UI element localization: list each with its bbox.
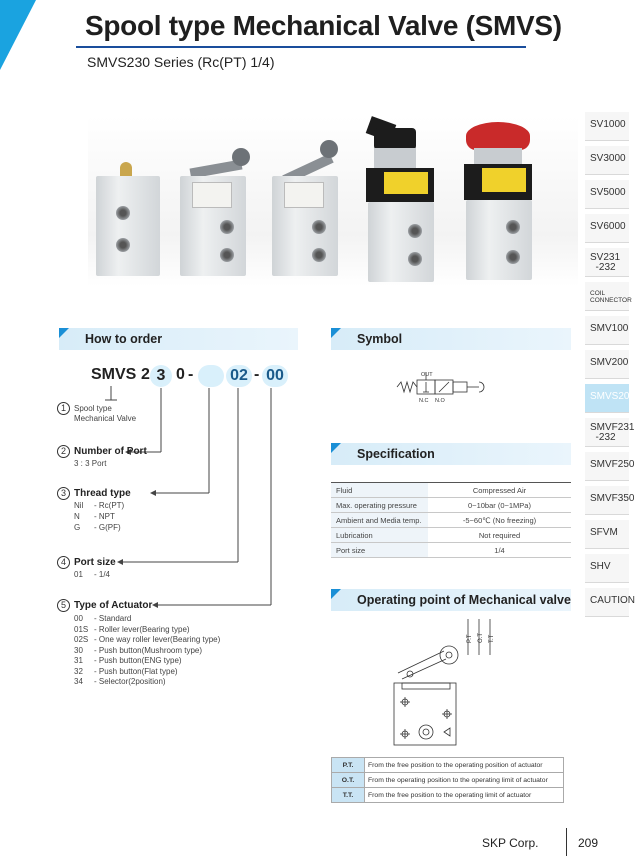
symbol-nc-label: N.C <box>419 398 429 404</box>
operating-legend-table <box>331 757 564 803</box>
operating-point-heading: Operating point of Mechanical valve <box>357 593 571 607</box>
mark-pt: P.T <box>467 634 473 643</box>
actuator-row: 34 - Selector(2position) <box>74 677 166 686</box>
table-row: Port size 1/4 <box>331 543 571 558</box>
side-tab-sv231[interactable]: SV231 -232 <box>585 248 629 277</box>
page-number: 209 <box>578 836 599 850</box>
table-row: P.T. From the free position to the operating position of actuator <box>332 758 564 773</box>
table-row: O.T. From the operating position to the operating limit of actuator <box>332 773 564 788</box>
side-tab-coil-connector[interactable]: COIL CONNECTOR <box>585 282 629 311</box>
order-code-digit2: 3 <box>150 365 172 387</box>
symbol-out-label: OUT <box>421 372 433 378</box>
side-tab-shv[interactable]: SHV <box>585 554 629 583</box>
actuator-row: 02S - One way roller lever(Bearing type) <box>74 635 221 644</box>
option-2-line: 3 : 3 Port <box>74 459 107 468</box>
operating-point-header <box>331 589 571 611</box>
side-tab-sv6000[interactable]: SV6000 <box>585 214 629 243</box>
side-tab-sv1000[interactable]: SV1000 <box>585 112 629 141</box>
order-code-actuator: 00 <box>262 365 288 387</box>
table-row: Fluid Compressed Air <box>331 483 571 498</box>
order-code-dash2: - <box>254 366 260 383</box>
page-title: Spool type Mechanical Valve (SMVS) <box>85 10 562 41</box>
side-tab-smvf231[interactable]: SMVF231 -232 <box>585 418 629 447</box>
side-tab-smvs200[interactable]: SMVS200 <box>585 384 629 413</box>
option-number-3: 3 <box>57 487 70 500</box>
actuator-row: 32 - Push button(Flat type) <box>74 667 178 676</box>
order-code-digit3: 0 <box>176 366 185 383</box>
symbol-no-label: N.O <box>435 398 445 404</box>
order-code-size: 02 <box>226 365 252 387</box>
table-row: Ambient and Media temp. -5~60℃ (No freezing) <box>331 513 571 528</box>
option-1-title: Spool type <box>74 404 112 413</box>
option-3-title: Thread type <box>74 488 131 499</box>
side-tab-sv5000[interactable]: SV5000 <box>585 180 629 209</box>
table-row: Max. operating pressure 0~10bar (0~1MPa) <box>331 498 571 513</box>
option-4-title: Port size <box>74 557 116 568</box>
table-row: T.T. From the free position to the operating limit of actuator <box>332 788 564 803</box>
thread-row: G - G(PF) <box>74 523 121 532</box>
actuator-row: 31 - Push button(ENG type) <box>74 656 182 665</box>
option-number-2: 2 <box>57 445 70 458</box>
option-number-1: 1 <box>57 402 70 415</box>
symbol-heading: Symbol <box>357 332 403 346</box>
option-number-5: 5 <box>57 599 70 612</box>
specification-table <box>331 482 571 558</box>
side-tab-caution[interactable]: CAUTION <box>585 588 629 617</box>
side-tab-sfvm[interactable]: SFVM <box>585 520 629 549</box>
section-triangle-icon <box>331 328 341 338</box>
port-size-row: 01 - 1/4 <box>74 570 111 579</box>
mark-ot: O.T <box>478 633 484 643</box>
footer-divider <box>566 828 567 856</box>
operating-point-diagram <box>380 615 500 750</box>
order-code-dash1: - <box>188 366 194 383</box>
symbol-header <box>331 328 571 350</box>
actuator-row: 01S - Roller lever(Bearing type) <box>74 625 190 634</box>
side-tab-smv100[interactable]: SMV100 <box>585 316 629 345</box>
specification-header <box>331 443 571 465</box>
section-triangle-icon <box>331 589 341 599</box>
option-5-title: Type of Actuator <box>74 600 153 611</box>
specification-heading: Specification <box>357 447 435 461</box>
how-to-order-heading: How to order <box>85 332 163 346</box>
section-triangle-icon <box>331 443 341 453</box>
thread-row: Nil - Rc(PT) <box>74 501 125 510</box>
option-1-line: Mechanical Valve <box>74 414 137 423</box>
actuator-row: 30 - Push button(Mushroom type) <box>74 646 203 655</box>
side-tab-smvf250[interactable]: SMVF250 <box>585 452 629 481</box>
mark-tt: T.T <box>489 634 495 643</box>
thread-row: N - NPT <box>74 512 115 521</box>
option-number-4: 4 <box>57 556 70 569</box>
footer-company: SKP Corp. <box>482 836 539 850</box>
actuator-row: 00 - Standard <box>74 614 132 623</box>
side-tab-smvf350[interactable]: SMVF350 <box>585 486 629 515</box>
side-tab-smv200[interactable]: SMV200 <box>585 350 629 379</box>
valve-symbol <box>395 368 495 408</box>
order-code-prefix: SMVS <box>91 366 137 383</box>
table-row: Lubrication Not required <box>331 528 571 543</box>
order-code-digit1: 2 <box>141 366 150 383</box>
side-tab-sv3000[interactable]: SV3000 <box>585 146 629 175</box>
page-subtitle: SMVS230 Series (Rc(PT) 1/4) <box>87 54 275 70</box>
option-2-title: Number of Port <box>74 446 147 457</box>
